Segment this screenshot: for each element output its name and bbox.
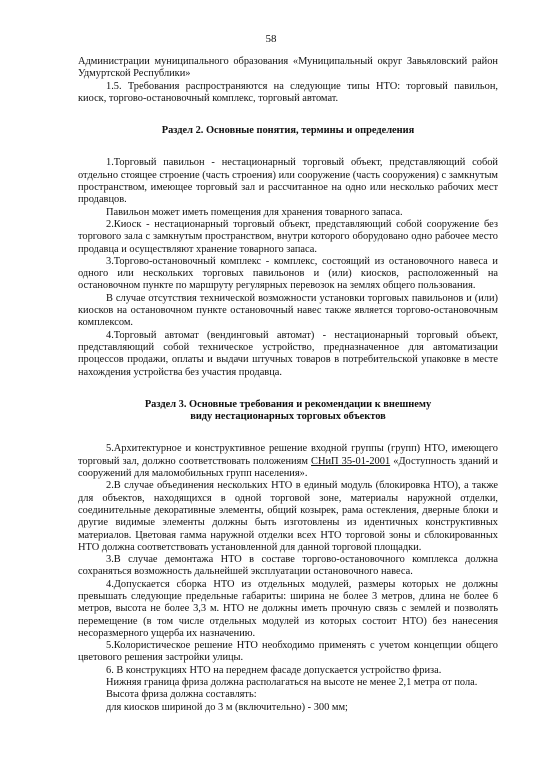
- section-3-heading-line-2: виду нестационарных торговых объектов: [190, 411, 386, 423]
- paragraph-3-6d: для киосков шириной до 3 м (включительно) - 300 мм;: [106, 701, 348, 713]
- paragraph-3-3: 3.В случае демонтажа НТО в составе торгово-остановочного комплекса должна сохраняться возможность дальнейшей эксплуатации остановочного навеса.: [78, 554, 498, 578]
- paragraph-3-5b: 5.Колористическое решение НТО необходимо применять с учетом концепции общего цветового решения застройки улицы.: [78, 640, 498, 664]
- section-3-heading-line-1: Раздел 3. Основные требования и рекомендации к внешнему: [144, 398, 432, 410]
- paragraph-3-4: 4.Допускается сборка НТО из отдельных модулей, размеры которых не должны превышать следующие предельные габариты: ширина не более 3 метров, длина не более 6 метров, высота не более 3,3 м. НТО не должны иметь прочную связь с землей и позволять перемещение (в том числе отдельных модулей из которых состоит НТО) без нанесения несоразмерного ущерба их назначению.: [78, 578, 498, 639]
- paragraph-intro: Администрации муниципального образования «Муниципальный округ Завьяловский район Удмуртской Республики»: [78, 56, 498, 80]
- paragraph-2-3: 3.Торгово-остановочный комплекс - комплекс, состоящий из остановочного навеса и одного или нескольких торговых павильонов и (или) киосков, расположенный на остановочном пункте по маршруту регулярных перевозок на землях общего пользования.: [78, 255, 498, 292]
- paragraph-2-1: 1.Торговый павильон - нестационарный торговый объект, представляющий собой отдельно стоящее строение (часть строения) или сооружение (часть сооружения) с замкнутым пространством, имеющее торговый зал и рассчитанное на одно или несколько рабочих мест продавцов.: [78, 157, 498, 206]
- paragraph-3-5: [78, 443, 498, 480]
- page-number: 58: [265, 33, 277, 45]
- paragraph-3-5-text-end: «Доступность зданий и сооружений для маломобильных групп населения».: [78, 455, 498, 480]
- paragraph-2-2: 2.Киоск - нестационарный торговый объект, представляющий собой сооружение без торгового зала с замкнутым пространством, внутри которого оборудовано одно рабочее место продавца и осуществляют хранение товарного запаса.: [78, 218, 498, 255]
- paragraph-3-6b: Нижняя граница фриза должна располагаться на высоте не менее 2,1 метра от пола.: [106, 677, 478, 689]
- paragraph-3-6c: Высота фриза должна составлять:: [106, 689, 257, 701]
- paragraph-3-6: 6. В конструкциях НТО на переднем фасаде допускается устройство фриза.: [106, 664, 442, 676]
- section-2-heading: Раздел 2. Основные понятия, термины и определения: [161, 125, 415, 137]
- paragraph-3-2: 2.В случае объединения нескольких НТО в единый модуль (блокировка НТО), а также для объектов, находящихся в одной торговой зоне, материалы наружной отделки, соединительные декоративные элементы, общий козырек, рама остекления, дверные блоки и другие видимые элементы должны быть изготовлены из идентичных конструктивных материалов. Цветовая гамма наружной отделки всех НТО торговой зоны и сблокированных НТО должна соответствовать установленной для данной торговой площадки.: [78, 480, 498, 553]
- paragraph-3-5-text: 5.Архитектурное и конструктивное решение входной группы (групп) НТО, имеющего торговый зал, должно соответствовать положениям: [78, 443, 498, 467]
- paragraph-2-1b: Павильон может иметь помещения для хранения товарного запаса.: [106, 206, 403, 218]
- paragraph-2-4: 4.Торговый автомат (вендинговый автомат) - нестационарный торговый объект, представляющий собой техническое устройство, предназначенное для автоматизации процессов продажи, оплаты и выдачи штучных товаров в потребительской упаковке в месте нахождения устройства без участия продавца.: [78, 329, 498, 378]
- snip-reference-link[interactable]: СНиП 35-01-2001: [311, 455, 391, 467]
- paragraph-1-5: 1.5. Требования распространяются на следующие типы НТО: торговый павильон, киоск, торгово-остановочный комплекс, торговый автомат.: [78, 80, 498, 104]
- document-body: [78, 56, 498, 714]
- paragraph-2-3b: В случае отсутствия технической возможности установки торговых павильонов и (или) киосков на остановочном пункте остановочный навес также является торгово-остановочным комплексом.: [78, 292, 498, 329]
